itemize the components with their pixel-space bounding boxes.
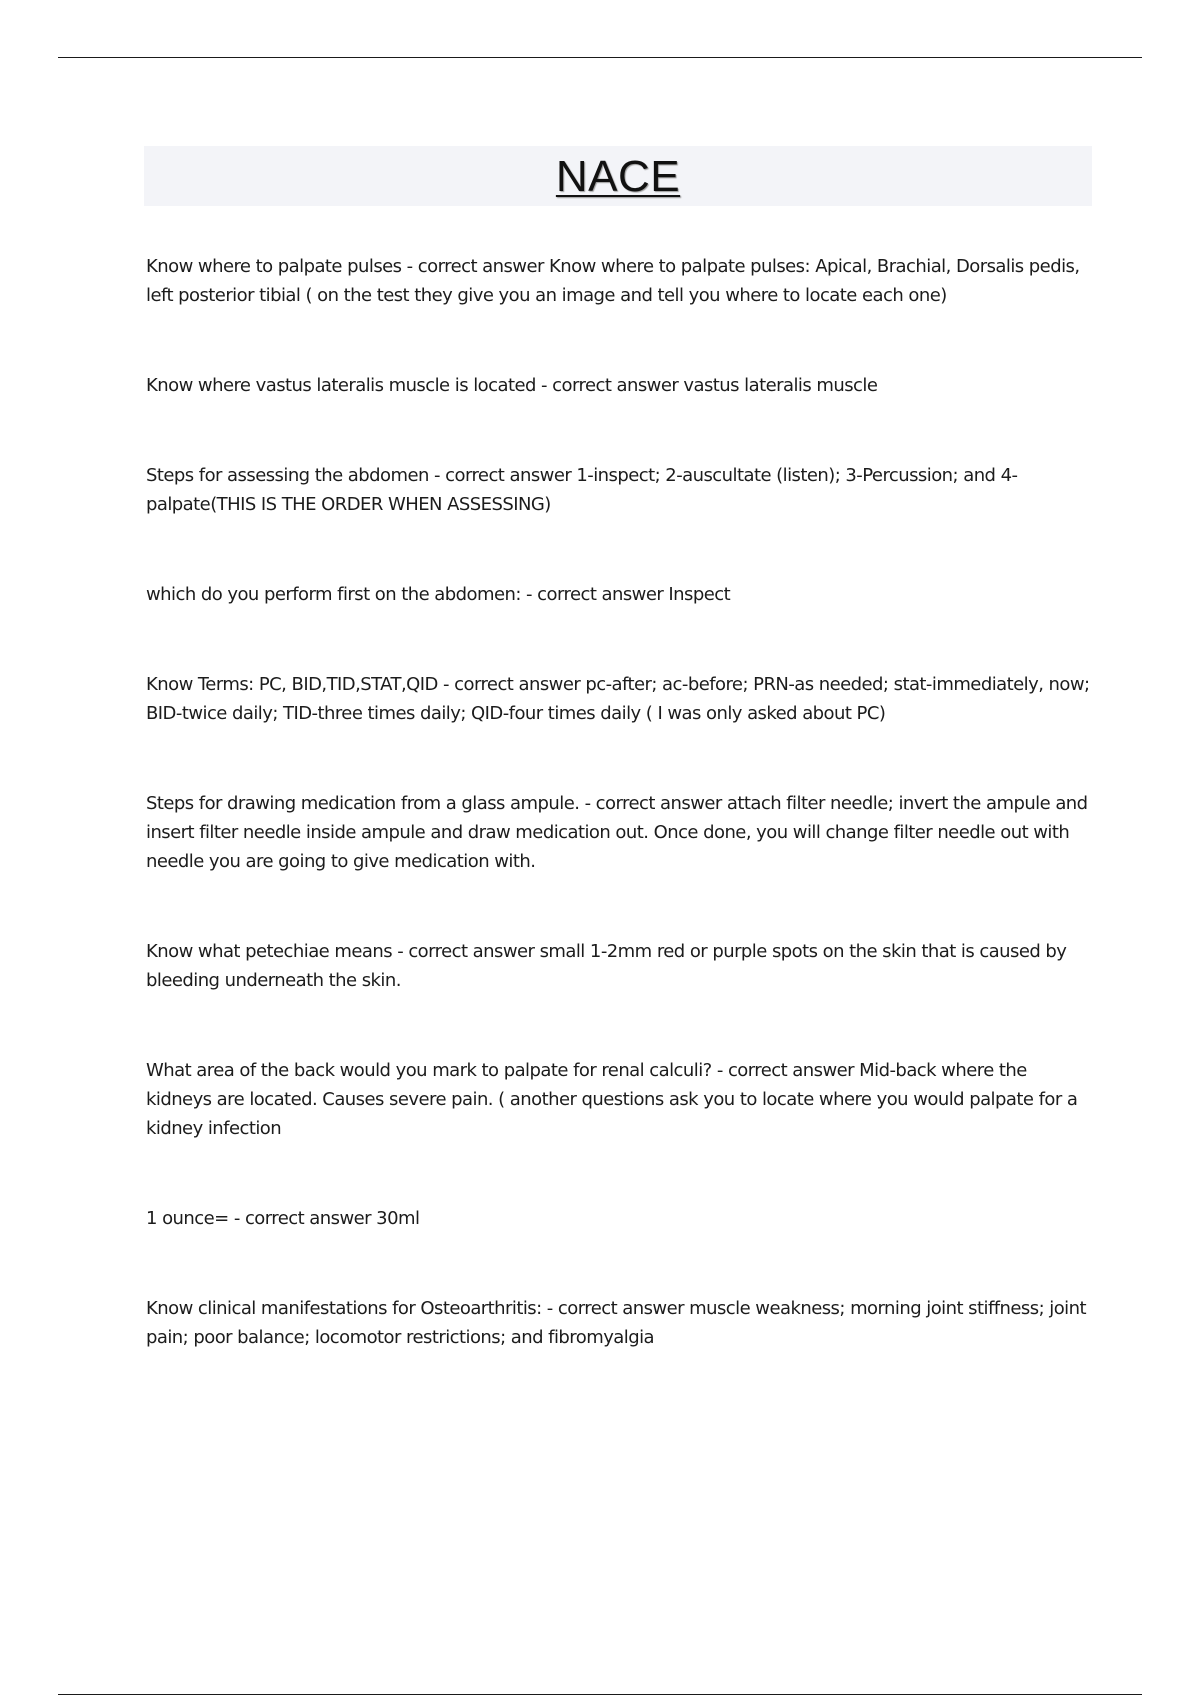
qa-item-abdomen-steps: Steps for assessing the abdomen - correct answer 1-inspect; 2-auscultate (listen); 3-Percussion; and 4-palpate(THIS IS THE ORDER WHEN ASSESSING) bbox=[146, 465, 1018, 515]
qa-item-terms: Know Terms: PC, BID,TID,STAT,QID - correct answer pc-after; ac-before; PRN-as needed; stat-immediately, now; BID-twice daily; TID-three times daily; QID-four times daily ( I was only asked about PC) bbox=[146, 674, 1090, 724]
qa-item-osteoarthritis: Know clinical manifestations for Osteoarthritis: - correct answer muscle weakness; morning joint stiffness; joint pain; poor balance; locomotor restrictions; and fibromyalgia bbox=[146, 1298, 1086, 1348]
title-band bbox=[144, 146, 1092, 206]
qa-item-petechiae: Know what petechiae means - correct answer small 1-2mm red or purple spots on the skin that is caused by bleeding underneath the skin. bbox=[146, 941, 1067, 991]
qa-item-renal-calculi: What area of the back would you mark to palpate for renal calculi? - correct answer Mid-back where the kidneys are located. Causes severe pain. ( another questions ask you to locate where you would palpate for a kidney infection bbox=[146, 1060, 1078, 1139]
qa-item-abdomen-first: which do you perform first on the abdomen: - correct answer Inspect bbox=[146, 584, 731, 605]
qa-list bbox=[146, 252, 1091, 1352]
document-title: NACE bbox=[555, 152, 681, 201]
qa-item-vastus-lateralis: Know where vastus lateralis muscle is located - correct answer vastus lateralis muscle bbox=[146, 375, 878, 396]
qa-item-pulses: Know where to palpate pulses - correct answer Know where to palpate pulses: Apical, Brachial, Dorsalis pedis, left posterior tibial ( on the test they give you an image and tell you where to locate each one) bbox=[146, 256, 1080, 306]
footer-rule bbox=[58, 1694, 1142, 1695]
header-rule bbox=[58, 57, 1142, 58]
qa-item-ounce: 1 ounce= - correct answer 30ml bbox=[146, 1208, 420, 1229]
qa-item-glass-ampule: Steps for drawing medication from a glass ampule. - correct answer attach filter needle; invert the ampule and insert filter needle inside ampule and draw medication out. Once done, you will change filter needle out with needle you are going to give medication with. bbox=[146, 793, 1088, 872]
